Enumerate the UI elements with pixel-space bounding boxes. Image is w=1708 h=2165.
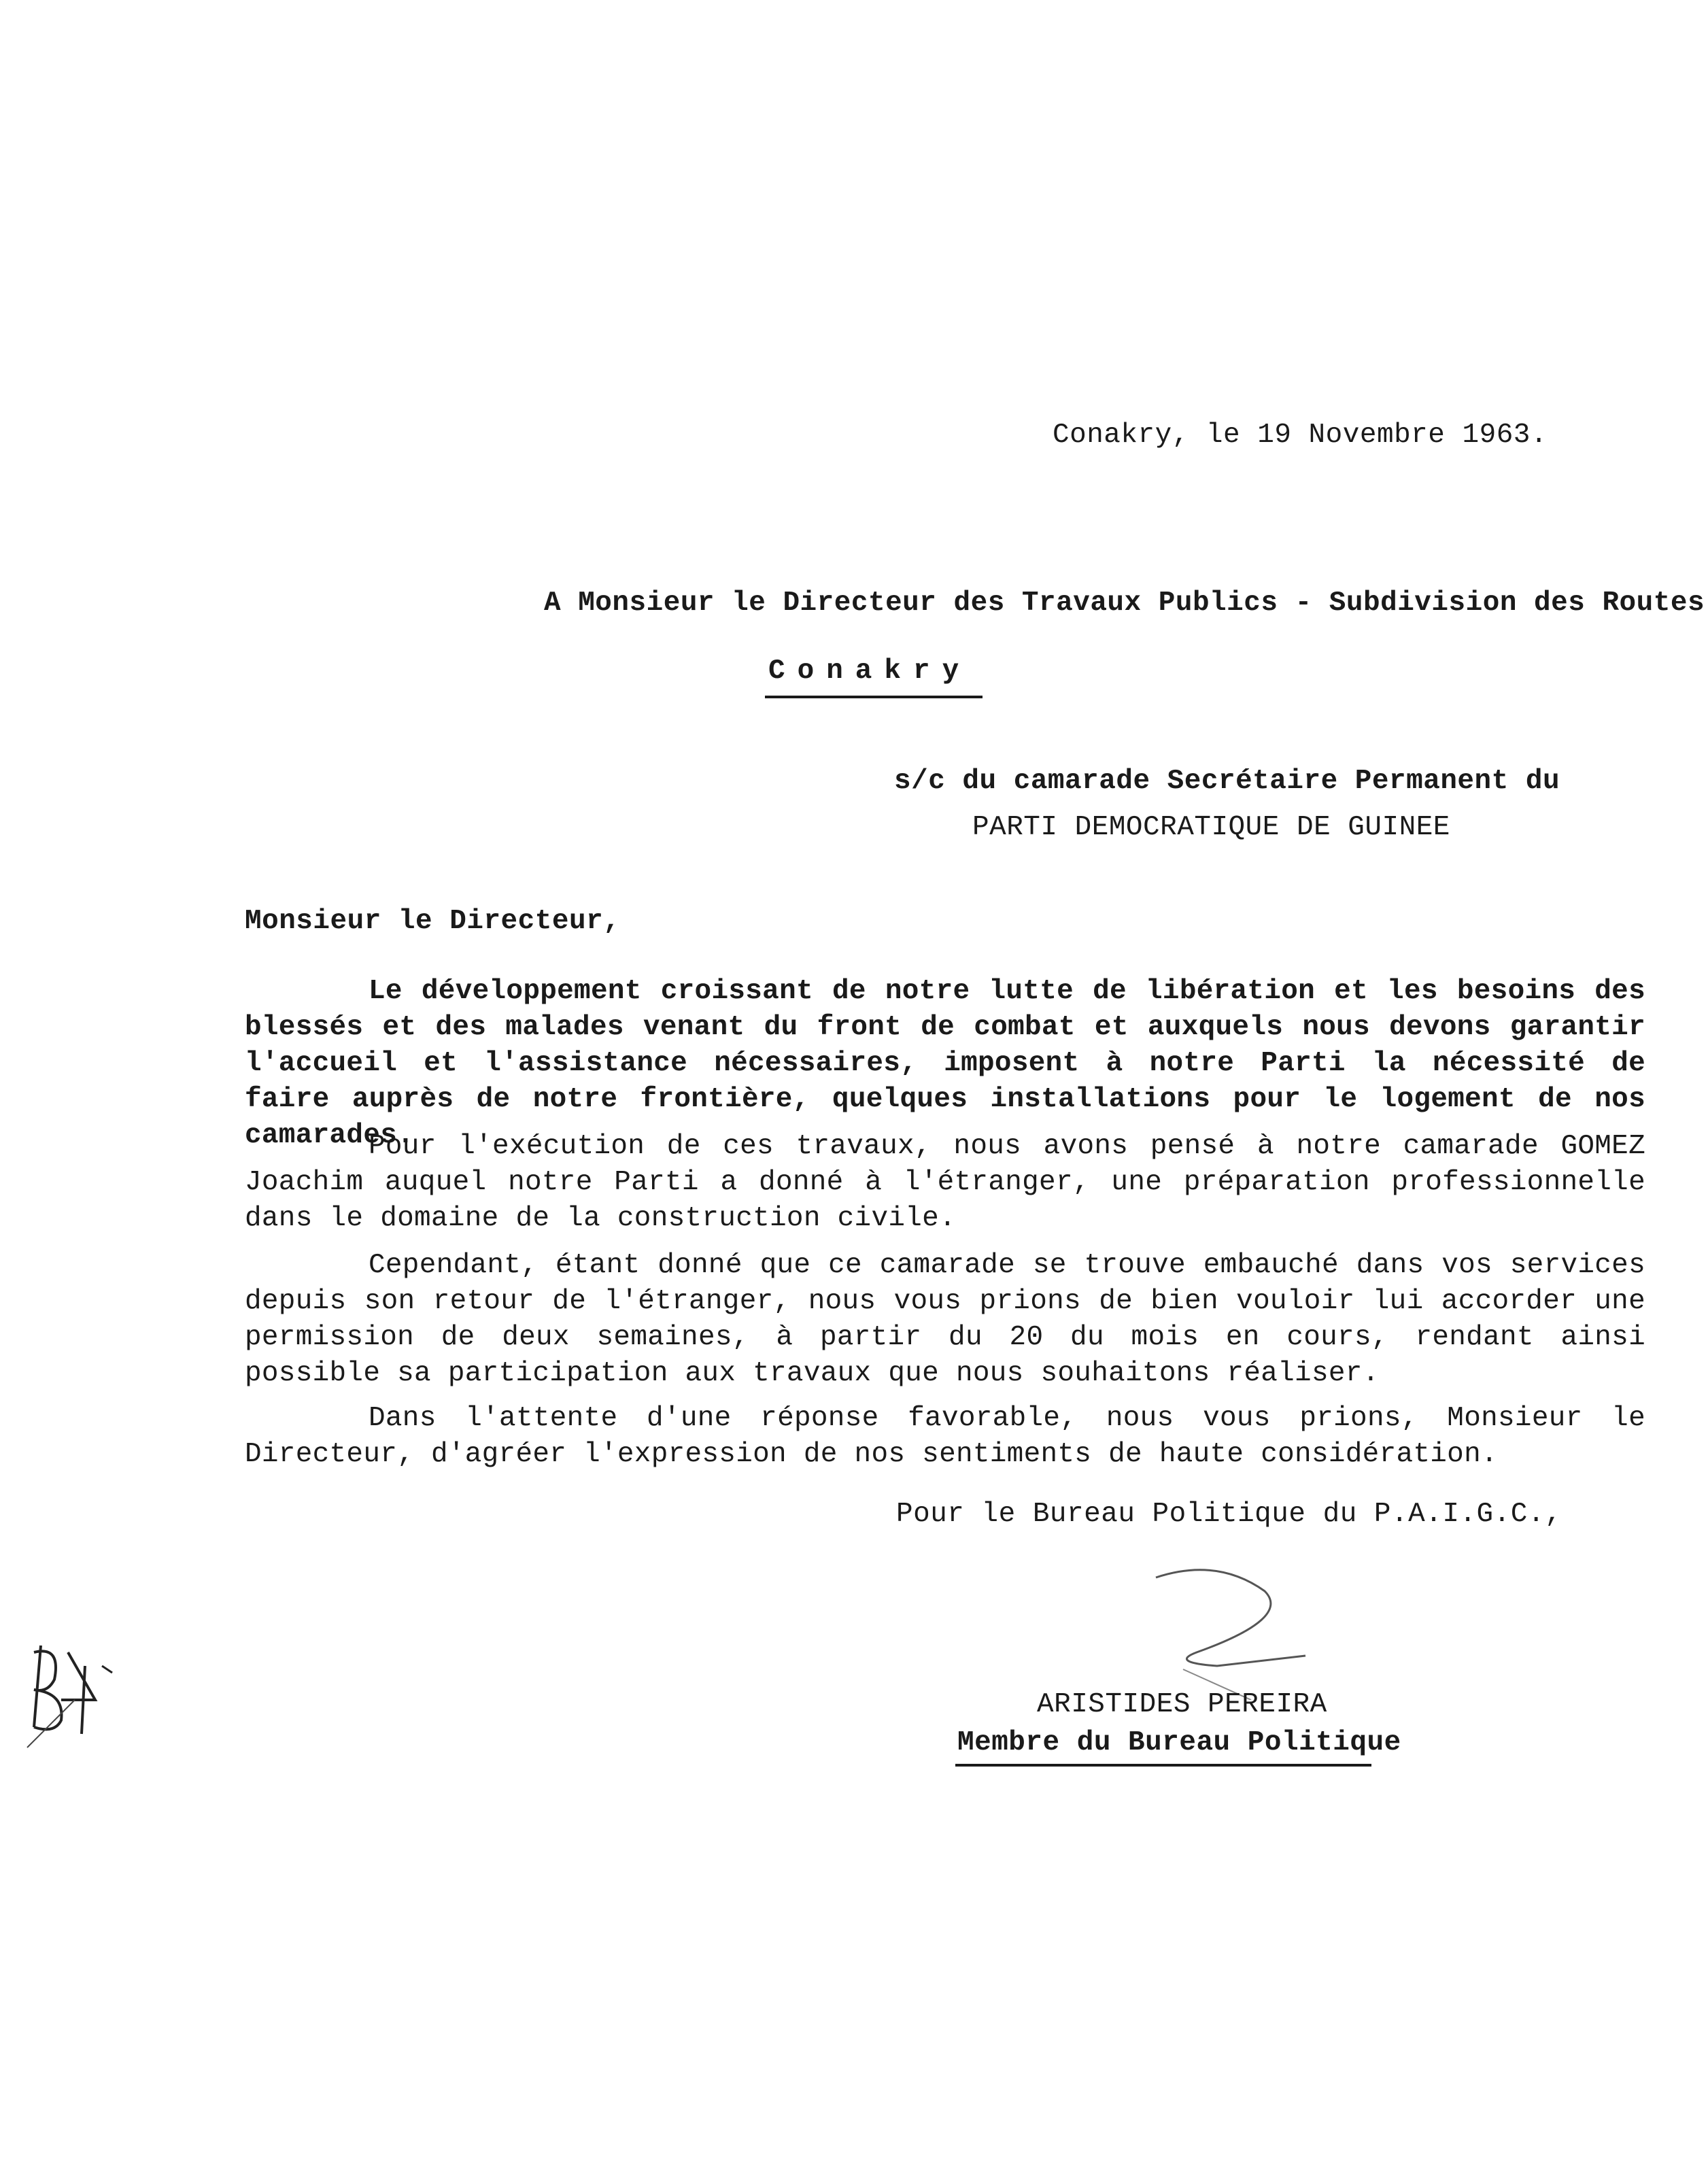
city-underline bbox=[765, 696, 983, 698]
paragraph-1: Le développement croissant de notre lutte de libération et les besoins des blessés et des malades venant du front de combat et auxquels nous devons garantir l'accueil et l'assistance nécessaires, imposent à notre Parti la nécessité de faire auprès de notre frontière, quelques installations pour le logement de nos camarades. bbox=[245, 976, 1645, 1151]
signatory-name: ARISTIDES PEREIRA bbox=[1037, 1689, 1327, 1720]
paragraph-3: Cependant, étant donné que ce camarade se trouve embauché dans vos services depuis son retour de l'étranger, nous vous prions de bien vouloir lui accorder une permission de deux semaines, à partir du 20 du mois en cours, rendant ainsi possible sa participation aux travaux que nous souhaitons réaliser. bbox=[245, 1250, 1645, 1389]
salutation: Monsieur le Directeur, bbox=[245, 906, 621, 937]
party-line: PARTI DEMOCRATIQUE DE GUINEE bbox=[972, 812, 1450, 843]
signatory-title-underline bbox=[955, 1764, 1371, 1767]
signatory-title: Membre du Bureau Politique bbox=[957, 1727, 1401, 1758]
via-line: s/c du camarade Secrétaire Permanent du bbox=[894, 766, 1560, 797]
signature-mark bbox=[1115, 1550, 1346, 1700]
recipient-city: Conakry bbox=[768, 655, 972, 687]
recipient-line: A Monsieur le Directeur des Travaux Publics - Subdivision des Routes bbox=[544, 587, 1705, 619]
closing-line: Pour le Bureau Politique du P.A.I.G.C., bbox=[896, 1499, 1562, 1530]
margin-annotation-mark bbox=[14, 1625, 116, 1754]
paragraph-4: Dans l'attente d'une réponse favorable, nous vous prions, Monsieur le Directeur, d'agréer l'expression de nos sentiments de haute considération. bbox=[245, 1403, 1645, 1470]
letter-date: Conakry, le 19 Novembre 1963. bbox=[1053, 420, 1548, 451]
paragraph-2: Pour l'exécution de ces travaux, nous avons pensé à notre camarade GOMEZ Joachim auquel notre Parti a donné à l'étranger, une préparation professionnelle dans le domaine de la construction civile. bbox=[245, 1131, 1645, 1234]
